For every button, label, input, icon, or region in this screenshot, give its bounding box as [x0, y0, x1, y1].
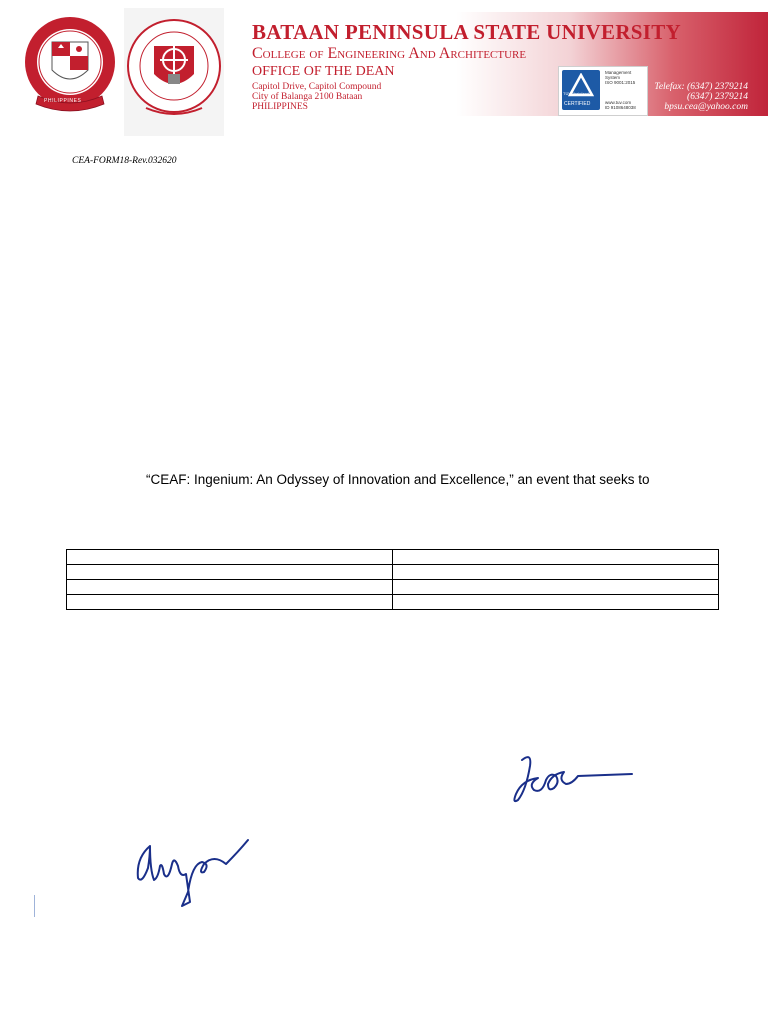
table-row	[67, 565, 719, 580]
body-text: “CEAF: Ingenium: An Odyssey of Innovation and Excellence,” an event that seeks to	[146, 472, 650, 487]
address-line-2: City of Balanga 2100 Bataan	[252, 92, 363, 102]
signature-dean	[508, 750, 638, 810]
table-row	[67, 580, 719, 595]
cert-line-4: www.tuv.com	[605, 100, 632, 105]
signature-approver	[130, 834, 254, 914]
table-row	[67, 595, 719, 610]
cert-line-5: ID 9108648038	[605, 105, 636, 110]
table-cell	[393, 595, 719, 610]
cert-line-2: System	[605, 75, 621, 80]
office-name: OFFICE OF THE DEAN	[252, 64, 395, 79]
address-line-1: Capitol Drive, Capitol Compound	[252, 82, 382, 92]
cert-line-3: ISO 9001:2015	[605, 80, 636, 85]
contact-telefax-2: (6347) 2379214	[687, 92, 748, 102]
form-code: CEA-FORM18-Rev.032620	[72, 156, 177, 166]
table-row	[67, 550, 719, 565]
contact-email: bpsu.cea@yahoo.com	[664, 102, 748, 112]
cert-line-1: Management	[605, 70, 632, 75]
table-cell	[393, 565, 719, 580]
table-cell	[67, 550, 393, 565]
contact-telefax-1: Telefax: (6347) 2379214	[654, 82, 748, 92]
table-cell	[67, 580, 393, 595]
college-seal	[124, 8, 224, 136]
seal-left-bottom-text: PHILIPPINES	[44, 98, 82, 104]
table-cell	[67, 595, 393, 610]
margin-mark	[34, 895, 35, 917]
table-cell	[393, 580, 719, 595]
table-cell	[393, 550, 719, 565]
table-cell	[67, 565, 393, 580]
cert-badge-label: CERTIFIED	[564, 101, 591, 107]
university-name: BATAAN PENINSULA STATE UNIVERSITY	[252, 20, 682, 44]
certification-badge	[558, 66, 648, 116]
college-name: College of Engineering And Architecture	[252, 45, 527, 62]
tuv-logo-icon	[562, 70, 600, 110]
address-line-3: PHILIPPINES	[252, 102, 308, 112]
info-table	[66, 549, 719, 610]
cert-brand: TÜVRheinland	[563, 91, 590, 96]
